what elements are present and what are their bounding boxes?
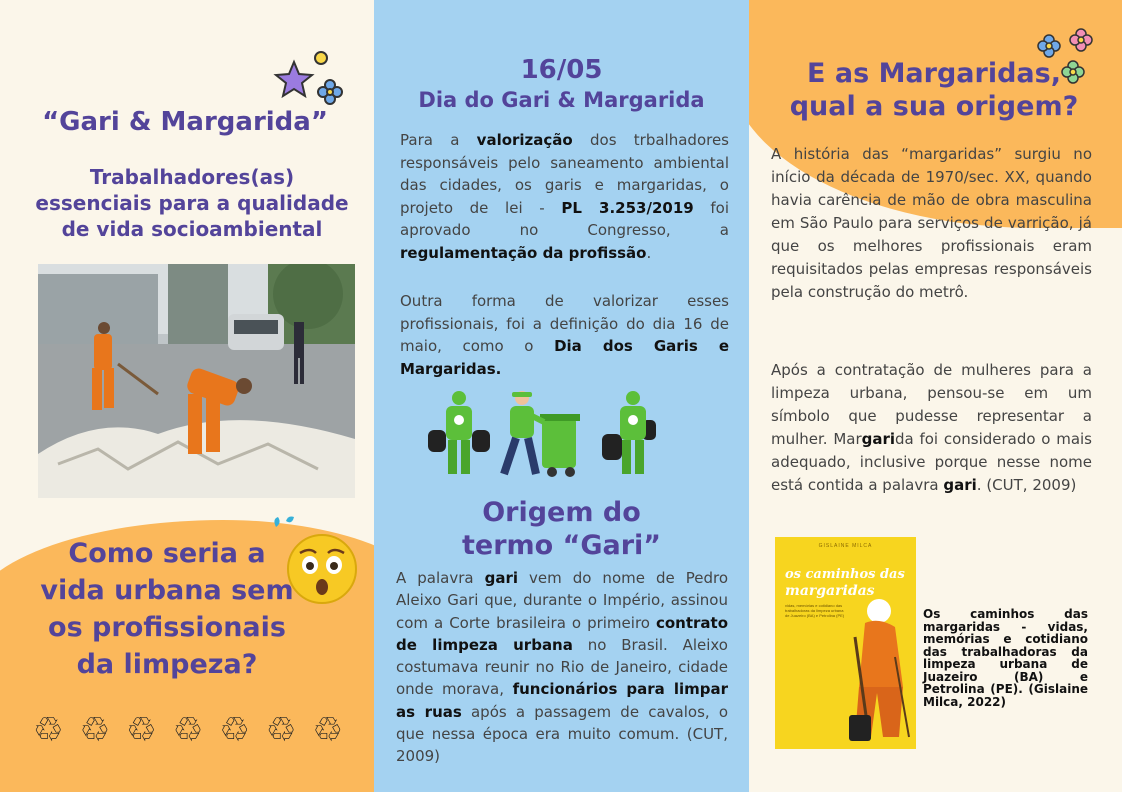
recycle-icon: ♲ xyxy=(312,710,343,750)
question-line: os profissionais xyxy=(48,612,286,643)
left-title: “Gari & Margarida” xyxy=(42,107,328,137)
book-author: GISLAINE MILCA xyxy=(818,543,873,549)
question-line: vida urbana sem xyxy=(40,575,294,606)
subtitle-line: essenciais para a qualidade xyxy=(35,191,349,215)
left-question xyxy=(22,535,312,683)
left-subtitle xyxy=(14,164,370,242)
subtitle-line: de vida socioambiental xyxy=(61,217,323,241)
book-caption: Os caminhos das margaridas - vidas, memórias e cotidiano das trabalhadoras da limpeza urbana de Juazeiro (BA) e Petrolina (PE). (Gislaine Milca, 2022) xyxy=(923,607,1088,709)
book-title-line: margaridas xyxy=(785,583,875,599)
star-flower-doodle-icon xyxy=(272,48,352,110)
recycle-icon: ♲ xyxy=(172,710,204,750)
recycle-icon: ♲ xyxy=(265,710,297,750)
date-heading: 16/05 xyxy=(520,55,603,85)
middle-panel xyxy=(374,0,749,792)
street-sweepers-photo xyxy=(38,264,355,498)
recycle-icon: ♲ xyxy=(219,710,250,750)
subtitle-line: Trabalhadores(as) xyxy=(89,165,295,189)
recycle-icon-row xyxy=(33,710,343,750)
street-sweeper-woman-illustration xyxy=(835,597,915,747)
right-title-line: E as Margaridas, xyxy=(807,58,1061,89)
margaridas-symbol-paragraph: Após a contratação de mulheres para a limpeza urbana, pensou-se em um símbolo que pudesse representar a mulher. Margarida foi considerado o mais adequado, inclusive porque nesse nome está contida a palavra gari. (CUT, 2009) xyxy=(771,361,1092,494)
recycle-icon: ♲ xyxy=(126,710,157,750)
day-definition-paragraph: Outra forma de valorizar esses profissionais, foi a definição do dia 16 de maio, como o Dia dos Garis e Margaridas. xyxy=(400,292,729,378)
sanitation-workers-illustration xyxy=(424,390,664,480)
recycle-icon: ♲ xyxy=(33,710,64,750)
right-title xyxy=(769,57,1099,123)
question-line: Como seria a xyxy=(68,538,266,569)
day-title: Dia do Gari & Margarida xyxy=(418,88,705,112)
origin-heading xyxy=(374,496,749,562)
origin-line: termo “Gari” xyxy=(461,530,662,561)
left-panel xyxy=(0,0,374,792)
valorization-paragraph: Para a valorização dos trbalhadores responsáveis pelo saneamento ambiental das cidades, os garis e margaridas, o projeto de lei - PL 3.253/2019 foi aprovado no Congresso, a regulamentação da profissão. xyxy=(400,131,729,262)
right-panel xyxy=(749,0,1122,792)
book-cover xyxy=(775,537,916,749)
margaridas-history-paragraph: A história das “margaridas” surgiu no início da década de 1970/sec. XX, quando havia carência de mão de obra masculina em São Paulo para serviços de varrição, já que os melhores profissionais eram requisitados pelas empresas responsáveis pela construção do metrô. xyxy=(771,145,1092,301)
question-line: da limpeza? xyxy=(76,649,258,680)
right-title-line: qual a sua origem? xyxy=(789,91,1079,122)
origin-line: Origem do xyxy=(482,497,641,528)
book-title-line: os caminhos das xyxy=(785,567,905,582)
book-subtitle: vidas, memórias e cotidiano das trabalhadoras da limpeza urbana de Juazeiro (BA) e Petrolina (PE) xyxy=(785,603,845,618)
gari-origin-paragraph: A palavra gari vem do nome de Pedro Aleixo Gari que, durante o Império, assinou com a Corte brasileira o primeiro contrato de limpeza urbana no Brasil. Aleixo costumava reunir no Rio de Janeiro, cidade onde morava, funcionários para limpar as ruas após a passagem de cavalos, o que nessa época era muito comum. (CUT, 2009) xyxy=(396,569,729,766)
recycle-icon: ♲ xyxy=(79,710,111,750)
